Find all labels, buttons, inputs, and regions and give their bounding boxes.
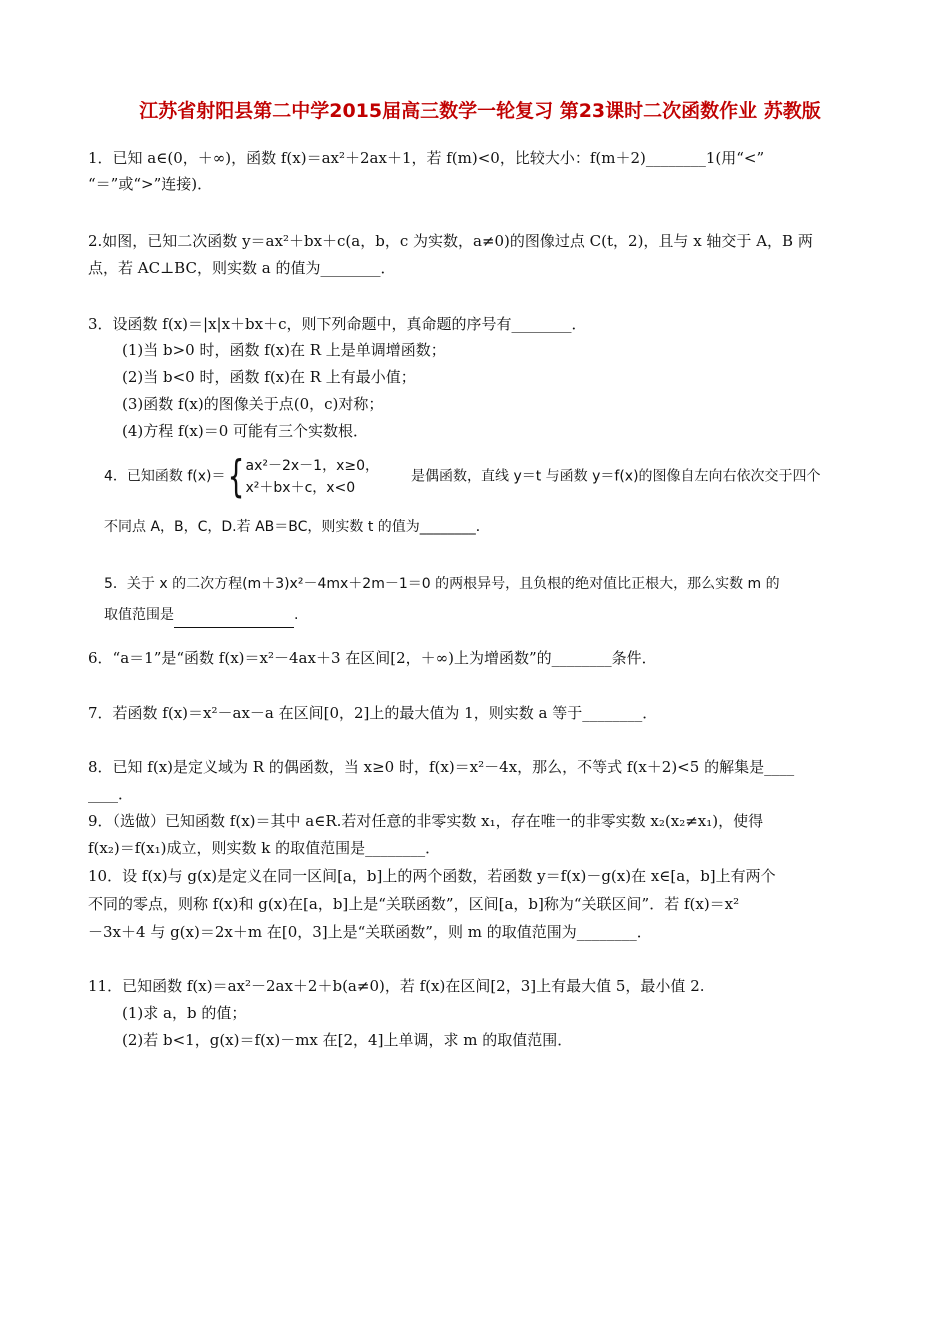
question-4-line-1 [104, 451, 864, 502]
question-10-line-2: 不同的零点，则称 f(x)和 g(x)在[a，b]上是“关联函数”，区间[a，b]称为“关联区间”．若 f(x)＝x² [88, 895, 740, 913]
question-8-line-1: 8．已知 f(x)是定义域为 R 的偶函数，当 x≥0 时，f(x)＝x²－4x，那么，不等式 f(x＋2)<5 的解集是____ [88, 758, 795, 776]
question-5-line-2-text: 取值范围是 [104, 607, 174, 623]
question-9-line-1: 9．（选做）已知函数 f(x)＝其中 a∈R.若对任意的非零实数 x₁，存在唯一的非零实数 x₂(x₂≠x₁)，使得 [88, 812, 764, 830]
question-3-option-4: (4)方程 f(x)＝0 可能有三个实数根． [122, 422, 369, 440]
question-11-line-1: 11．已知函数 f(x)＝ax²－2ax＋2＋b(a≠0)，若 f(x)在区间[2，3]上有最大值 5，最小值 2. [88, 977, 705, 995]
piecewise-case-1: ax²－2x－1，x≥0， [245, 458, 379, 474]
question-11-part-2: (2)若 b<1，g(x)＝f(x)－mx 在[2，4]上单调，求 m 的取值范围． [122, 1031, 573, 1049]
piecewise-case-2: x²＋bx＋c，x<0 [245, 480, 356, 496]
question-10-line-3: －3x＋4 与 g(x)＝2x＋m 在[0，3]上是“关联函数”，则 m 的取值范围为________． [88, 923, 652, 941]
question-3-option-2: (2)当 b<0 时，函数 f(x)在 R 上有最小值； [122, 368, 416, 386]
question-5-line-2: 取值范围是 . [104, 603, 879, 628]
question-4-suffix: 是偶函数，直线 y＝t 与函数 y＝f(x)的图像自左向右依次交于四个 [411, 468, 821, 485]
question-3-line-1: 3．设函数 f(x)＝|x|x＋bx＋c，则下列命题中，真命题的序号有________． [88, 315, 587, 333]
question-3-option-1: (1)当 b>0 时，函数 f(x)在 R 上是单调增函数； [122, 341, 446, 359]
question-3-option-3: (3)函数 f(x)的图像关于点(0，c)对称； [122, 395, 384, 413]
question-8-line-2: ____． [88, 785, 134, 803]
question-2-line-2: 点，若 AC⊥BC，则实数 a 的值为________． [88, 259, 396, 277]
question-10-line-1: 10．设 f(x)与 g(x)是定义在同一区间[a，b]上的两个函数，若函数 y＝f(x)－g(x)在 x∈[a，b]上有两个 [88, 867, 776, 885]
piecewise-brace-icon: { [227, 451, 244, 502]
question-4-prefix: 4．已知函数 f(x)＝ [104, 468, 226, 485]
question-1-line-2: “＝”或“>”连接)． [88, 175, 213, 193]
question-1-line-1: 1．已知 a∈(0，＋∞)，函数 f(x)＝ax²＋2ax＋1，若 f(m)<0，比较大小：f(m＋2)________1(用“<” [88, 149, 765, 167]
question-2-line-1: 2.如图，已知二次函数 y＝ax²＋bx＋c(a，b，c 为实数，a≠0)的图像过点 C(t，2)，且与 x 轴交于 A，B 两 [88, 232, 813, 250]
question-4-line-2: 不同点 A，B，C，D.若 AB＝BC，则实数 t 的值为________． [104, 519, 490, 535]
document-title: 江苏省射阳县第二中学2015届高三数学一轮复习 第23课时二次函数作业 苏教版 [139, 100, 821, 122]
question-5-line-1: 5．关于 x 的二次方程(m＋3)x²－4mx＋2m－1＝0 的两根异号，且负根的绝对值比正根大，那么实数 m 的 [104, 576, 780, 592]
question-11-part-1: (1)求 a，b 的值； [122, 1004, 247, 1022]
question-7-line-1: 7．若函数 f(x)＝x²－ax－a 在区间[0，2]上的最大值为 1，则实数 a 等于________． [88, 704, 658, 722]
question-9-line-2: f(x₂)＝f(x₁)成立，则实数 k 的取值范围是________． [88, 839, 441, 857]
piecewise-definition [246, 455, 380, 499]
answer-blank [174, 609, 294, 628]
question-6-line-1: 6．“a＝1”是“函数 f(x)＝x²－4ax＋3 在区间[2，＋∞)上为增函数”的________条件． [88, 649, 657, 667]
